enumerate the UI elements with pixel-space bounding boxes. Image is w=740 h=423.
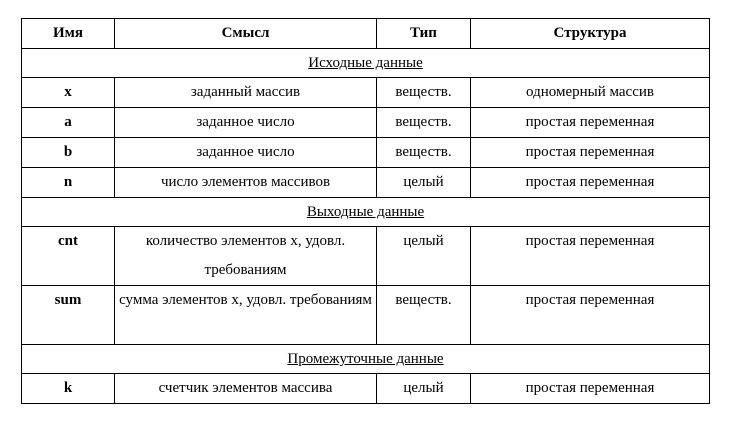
table-row — [22, 78, 710, 108]
cell-name: a — [22, 108, 115, 138]
cell-structure: простая переменная — [471, 168, 710, 198]
cell-structure: простая переменная — [471, 138, 710, 168]
header-meaning: Смысл — [115, 19, 377, 49]
cell-type: целый — [377, 374, 471, 404]
section-title-input: Исходные данные — [308, 55, 423, 71]
cell-meaning: заданное число — [115, 138, 377, 168]
cell-meaning: заданное число — [115, 108, 377, 138]
cell-meaning: количество элементов x, удовл. требованиям — [115, 227, 377, 286]
cell-structure: простая переменная — [471, 227, 710, 286]
section-row-intermediate — [22, 345, 710, 374]
section-row-input — [22, 49, 710, 78]
cell-meaning: сумма элементов x, удовл. требованиям — [115, 286, 377, 345]
cell-meaning: число элементов массивов — [115, 168, 377, 198]
table-row — [22, 374, 710, 404]
cell-name: cnt — [22, 227, 115, 286]
cell-name: sum — [22, 286, 115, 345]
table-row — [22, 286, 710, 345]
cell-type: целый — [377, 168, 471, 198]
cell-structure: простая переменная — [471, 108, 710, 138]
cell-name: b — [22, 138, 115, 168]
cell-structure: простая переменная — [471, 286, 710, 345]
section-row-output — [22, 198, 710, 227]
cell-structure: простая переменная — [471, 374, 710, 404]
table-row — [22, 227, 710, 286]
cell-type: веществ. — [377, 108, 471, 138]
header-type: Тип — [377, 19, 471, 49]
cell-meaning: заданный массив — [115, 78, 377, 108]
table-row — [22, 168, 710, 198]
header-row — [22, 19, 710, 49]
cell-type: веществ. — [377, 138, 471, 168]
cell-type: веществ. — [377, 78, 471, 108]
header-name: Имя — [22, 19, 115, 49]
table-row — [22, 138, 710, 168]
cell-name: k — [22, 374, 115, 404]
cell-type: целый — [377, 227, 471, 286]
section-title-output: Выходные данные — [306, 204, 425, 220]
cell-name: n — [22, 168, 115, 198]
cell-meaning: счетчик элементов массива — [115, 374, 377, 404]
cell-type: веществ. — [377, 286, 471, 345]
cell-name: x — [22, 78, 115, 108]
table-row — [22, 108, 710, 138]
variables-table — [21, 18, 710, 404]
header-structure: Структура — [471, 19, 710, 49]
section-title-intermediate: Промежуточные данные — [287, 351, 444, 367]
cell-structure: одномерный массив — [471, 78, 710, 108]
